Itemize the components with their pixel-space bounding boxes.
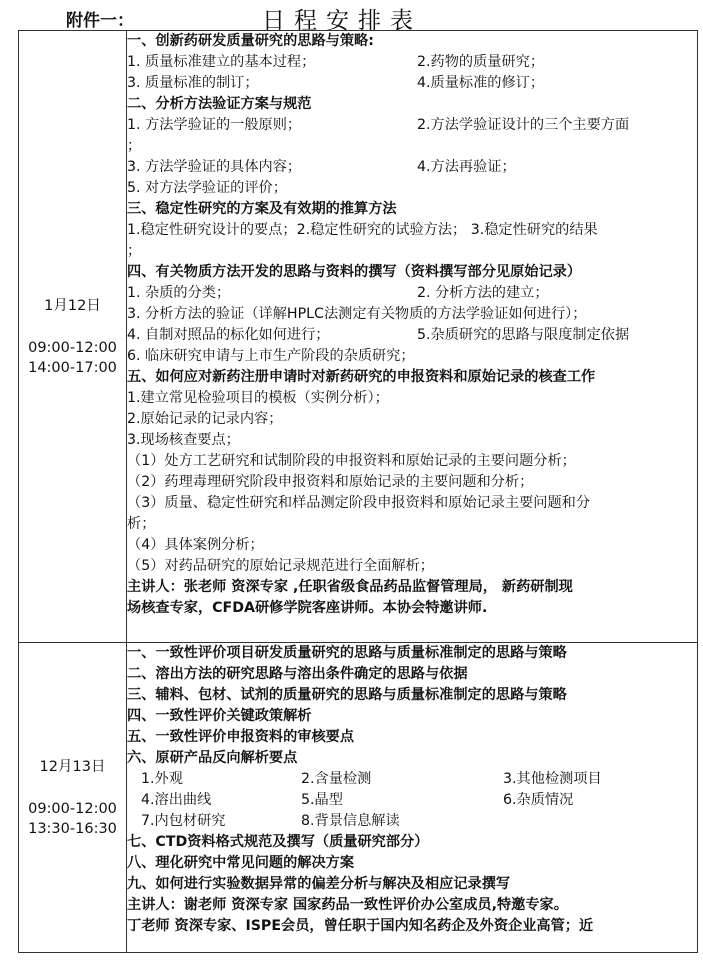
sub-item-continuation: 析； (127, 516, 156, 532)
section-title: 七、CTD资料格式规范及撰写（质量研究部分） (127, 834, 429, 850)
list-item: 1. 方法学验证的一般原则； (127, 117, 302, 133)
section-title: 九、如何进行实验数据异常的偏差分析与解决及相应记录撰写 (127, 876, 511, 892)
section-title: 八、理化研究中常见问题的解决方案 (127, 855, 355, 871)
section-title: 五、如何应对新药注册申请时对新药研究的申报资料和原始记录的核查工作 (127, 369, 596, 385)
list-item-continuation: ； (127, 243, 142, 259)
list-item: 5.晶型 (301, 792, 343, 808)
analysis-items-row (127, 790, 697, 811)
list-item: 2.含量检测 (301, 771, 372, 787)
list-item: 4. 自制对照品的标化如何进行； (127, 327, 330, 343)
list-item: 4.质量标准的修订； (417, 75, 545, 91)
day1-date-cell (19, 31, 127, 643)
list-item-pair (127, 283, 697, 304)
speaker-info: 丁老师 资深专家、ISPE会员，曾任职于国内知名药企及外资企业高管；近 (127, 918, 594, 934)
list-item: 6.杂质情况 (503, 792, 574, 808)
analysis-items-row (127, 769, 697, 790)
list-item-pair (127, 115, 697, 136)
list-item: 1.建立常见检验项目的模板（实例分析）； (127, 390, 389, 406)
list-item: 8.背景信息解读 (301, 813, 400, 829)
list-item: 3.其他检测项目 (503, 771, 602, 787)
section-title: 四、一致性评价关键政策解析 (127, 708, 312, 724)
day2-content (127, 643, 698, 953)
section-title: 三、辅料、包材、试剂的质量研究的思路与质量标准制定的思路与策略 (127, 687, 567, 703)
list-item: 6. 临床研究申请与上市生产阶段的杂质研究； (127, 348, 415, 364)
list-item: 7.内包材研究 (141, 813, 226, 829)
speaker-info: 主讲人：张老师 资深专家 ,任职省级食品药品监督管理局， 新药研制现 (127, 579, 573, 595)
list-item: 3. 质量标准的制订； (127, 75, 259, 91)
section-title: 一、创新药研发质量研究的思路与策略: (127, 33, 374, 49)
list-item: 2. 分析方法的建立； (417, 285, 549, 301)
day2-date-cell (19, 643, 127, 953)
sub-item: （4）具体案例分析； (127, 537, 264, 553)
page-title: 日程安排表 (262, 8, 422, 34)
list-item: 4.方法再验证； (417, 159, 516, 175)
list-item: 2.药物的质量研究； (417, 54, 545, 70)
list-item-pair (127, 73, 697, 94)
section-title: 五、一致性评价申报资料的审核要点 (127, 729, 355, 745)
day1-row (19, 31, 698, 643)
day1-date: 1月12日 (44, 297, 101, 314)
list-item: 1. 杂质的分类； (127, 285, 231, 301)
section-title: 六、原研产品反向解析要点 (127, 750, 298, 766)
list-item: 5. 对方法学验证的评价； (127, 180, 287, 196)
attachment-label: 附件一： (66, 11, 134, 31)
list-item: 2.原始记录的记录内容； (127, 411, 283, 427)
schedule-table (18, 30, 698, 953)
list-item-pair (127, 325, 697, 346)
list-item: 5.杂质研究的思路与限度制定依据 (417, 327, 630, 343)
list-item: 3. 方法学验证的具体内容； (127, 159, 302, 175)
section-title: 二、分析方法验证方案与规范 (127, 96, 312, 112)
page-header (0, 0, 703, 34)
day1-content (127, 31, 698, 643)
analysis-items-row (127, 811, 697, 832)
list-item: 2.方法学验证设计的三个主要方面 (417, 117, 630, 133)
sub-item: （1）处方工艺研究和试制阶段的申报资料和原始记录的主要问题分析； (127, 453, 576, 469)
day2-date: 12月13日 (39, 758, 106, 775)
list-item-continuation: ； (127, 138, 142, 154)
list-item: 3. 分析方法的验证（详解HPLC法测定有关物质的方法学验证如何进行）； (127, 306, 587, 322)
day2-row (19, 643, 698, 953)
section-title: 一、一致性评价项目研发质量研究的思路与质量标准制定的思路与策略 (127, 645, 567, 661)
list-item: 4.溶出曲线 (141, 792, 212, 808)
speaker-info: 主讲人：谢老师 资深专家 国家药品一致性评价办公室成员,特邀专家。 (127, 897, 568, 913)
day1-time-morning: 09:00-12:00 (28, 339, 117, 356)
day2-time-morning: 09:00-12:00 (28, 800, 117, 817)
speaker-info: 场核查专家，CFDA研修学院客座讲师。本协会特邀讲师. (127, 600, 488, 616)
list-item: 1. 质量标准建立的基本过程； (127, 54, 316, 70)
sub-item: （5）对药品研究的原始记录规范进行全面解析； (127, 558, 434, 574)
list-item-pair (127, 157, 697, 178)
sub-item: （3）质量、稳定性研究和样品测定阶段申报资料和原始记录主要问题和分 (127, 495, 591, 511)
section-title: 三、稳定性研究的方案及有效期的推算方法 (127, 201, 397, 217)
list-item: 3.现场核查要点； (127, 432, 240, 448)
section-title: 二、溶出方法的研究思路与溶出条件确定的思路与依据 (127, 666, 468, 682)
day1-time-afternoon: 14:00-17:00 (28, 359, 117, 376)
sub-item: （2）药理毒理研究阶段申报资料和原始记录的主要问题和分析； (127, 474, 534, 490)
day2-time-afternoon: 13:30-16:30 (28, 820, 117, 837)
list-item-pair (127, 52, 697, 73)
section-title: 四、有关物质方法开发的思路与资料的撰写（资料撰写部分见原始记录） (127, 264, 582, 280)
list-item: 1.稳定性研究设计的要点；2.稳定性研究的试验方法； 3.稳定性研究的结果 (127, 222, 598, 238)
list-item: 1.外观 (141, 771, 183, 787)
